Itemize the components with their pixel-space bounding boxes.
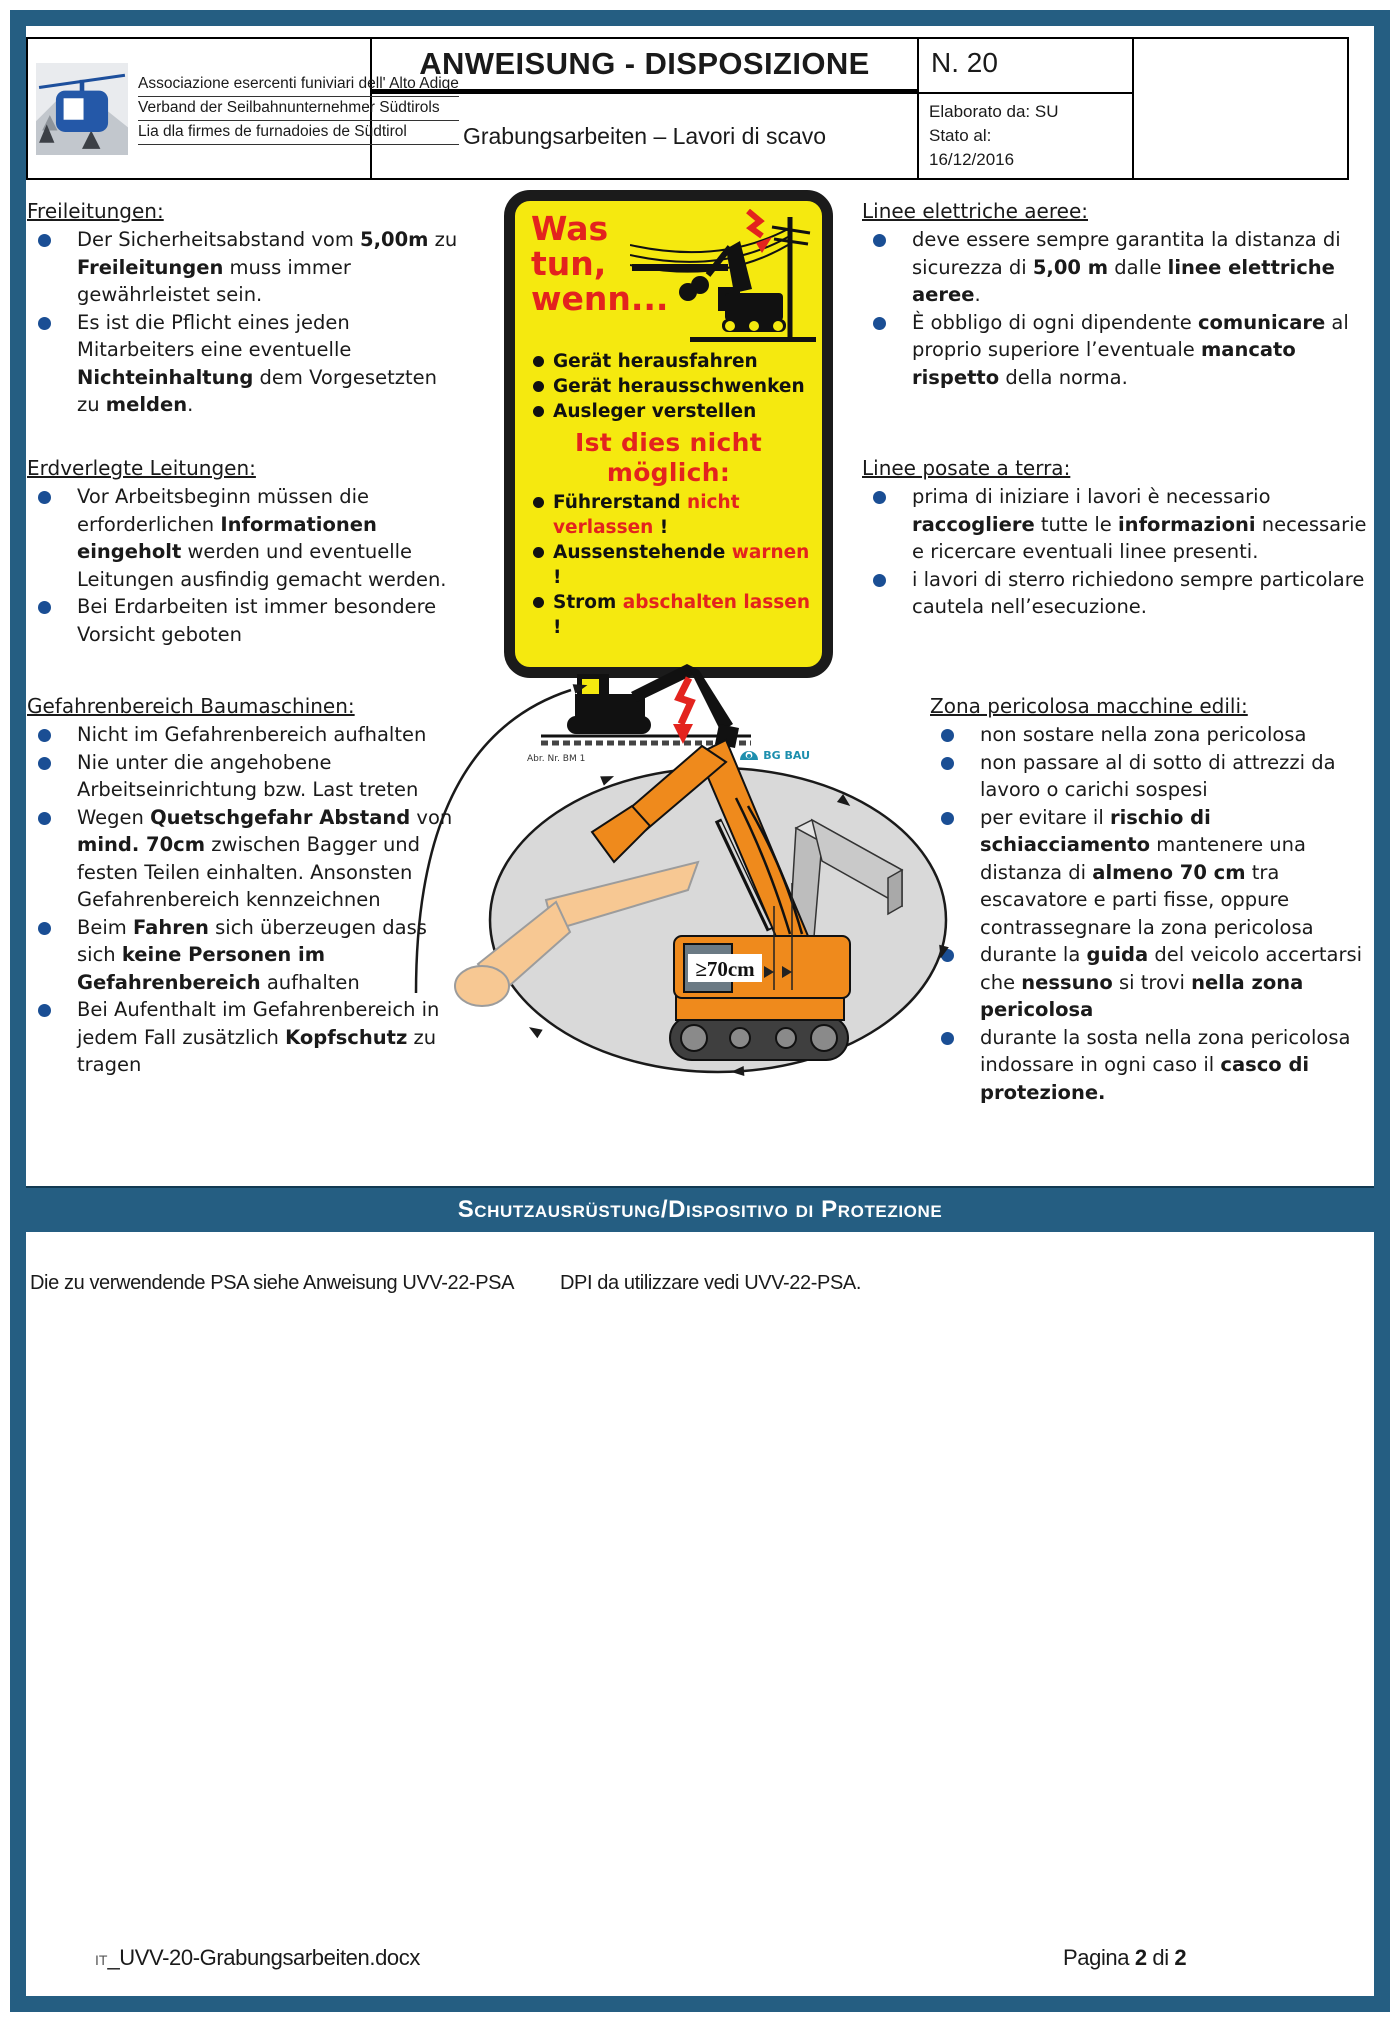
sign-bullet-item: Strom abschalten lassen ! [527,590,810,640]
content-section [27,454,464,648]
bullet-text: Vor Arbeitsbeginn müssen die erforderlichen Informationen eingeholt werden und eventuelle Leitungen ausfindig gemacht werden. [77,485,447,591]
sign-title-line: wenn... [531,279,669,318]
bullet-text: Beim Fahren sich überzeugen dass sich keine Personen im Gefahrenbereich aufhalten [77,915,427,994]
page-footer [0,1945,1400,1975]
bullet-dot [38,812,51,825]
sign-bullet-item: Führerstand nicht verlassen ! [527,490,810,540]
bullet-dot [38,1004,51,1017]
sign-title-line: Was [531,209,609,248]
bullet-item [930,721,1372,749]
bullet-item [27,226,464,309]
bullet-item [930,1024,1372,1107]
distance-label: ≥70cm [695,957,755,981]
bullet-dot [38,922,51,935]
sign-bullet-item: Ausleger verstellen [527,399,810,424]
bullet-text: i lavori di sterro richiedono sempre particolare cautela nell’esecuzione. [912,567,1365,618]
section-heading: Linee posate a terra: [862,456,1071,480]
logo-line: Lia dla firmes de furnadoies de Südtirol [138,121,459,145]
bullet-dot [873,574,886,587]
sign-warning-text: Ist dies nicht möglich: [575,428,762,487]
sign-bullet-item: Gerät herausschwenken [527,374,810,399]
content-section [930,692,1372,1106]
bullet-dot [873,317,886,330]
bullet-text: Wegen Quetschgefahr Abstand von mind. 70cm zwischen Bagger und festen Teilen einhalten. Ansonsten Gefahrenbereich kennzeichnen [77,805,453,911]
bullet-dot [533,356,544,367]
powerline-excavator-icon [630,209,816,349]
bullet-text: durante la sosta nella zona pericolosa indossare in ogni caso il casco di protezione. [980,1025,1351,1104]
bullet-dot [533,547,544,558]
section-heading: Gefahrenbereich Baumaschinen: [27,694,355,718]
sign-title-line: tun, [531,244,607,283]
footer-page-number: Pagina 2 di 2 [1063,1945,1187,1970]
bullet-dot [38,601,51,614]
info-line: Elaborato da: SU [929,102,1059,121]
header-table [26,37,1349,180]
sign-bullet-item: Gerät herausfahren [527,349,810,374]
section-heading: Zona pericolosa macchine edili: [930,694,1248,718]
cablecar-logo-icon [36,63,128,155]
bullet-item [862,226,1374,309]
logo-line: Verband der Seilbahnunternehmer Südtirols [138,97,459,121]
bullet-dot [38,317,51,330]
bullet-item [27,593,464,648]
content-section [27,197,464,419]
bullet-text: Nie unter die angehobene Arbeitseinrichtung bzw. Last treten [77,750,419,801]
document-info [917,94,1132,178]
info-line: 16/12/2016 [929,150,1015,169]
document-number: N. 20 [917,39,1132,94]
sign-bullets-bottom [527,490,810,640]
header-empty-cell [1132,39,1347,178]
bullet-text: deve essere sempre garantita la distanza di sicurezza di 5,00 m dalle linee elettriche aeree. [912,228,1341,306]
bullet-dot [873,491,886,504]
bullet-dot [533,406,544,417]
logo-cell [28,39,459,178]
content-section [862,197,1374,391]
bullet-dot [38,729,51,742]
bullet-dot [873,234,886,247]
warning-sign [504,190,833,764]
bullet-item [930,804,1372,942]
bullet-item [862,483,1374,566]
bullet-dot [38,757,51,770]
bullet-item [27,483,464,593]
sign-bullets-top [527,349,810,424]
bullet-text: prima di iniziare i lavori è necessario raccogliere tutte le informazioni necessarie e ricercare eventuali linee presenti. [912,485,1367,563]
bullet-text: È obbligo di ogni dipendente comunicare al proprio superiore l’eventuale mancato rispetto della norma. [912,310,1349,389]
bullet-item [930,749,1372,804]
sign-top [527,209,810,349]
document-title: ANWEISUNG - DISPOSIZIONE [372,39,917,94]
document-subtitle: Grabungsarbeiten – Lavori di scavo [462,122,827,149]
bullet-item [930,941,1372,1024]
section-heading: Freileitungen: [27,199,164,223]
sign-note: Abr. Nr. BM 1 [527,754,586,764]
content-section [862,454,1374,621]
bullet-text: per evitare il rischio di schiacciamento mantenere una distanza di almeno 70 cm tra escavatore e parti fisse, oppure contrassegnare la zona pericolosa [980,805,1314,939]
bullet-text: Bei Erdarbeiten ist immer besondere Vorsicht geboten [77,595,437,646]
section-heading: Linee elettriche aeree: [862,199,1088,223]
logo-line: Associazione esercenti funiviari dell' Alto Adige [138,73,459,97]
footer-filename: IT_UVV-20-Grabungsarbeiten.docx [95,1945,420,1970]
bullet-dot [533,597,544,608]
info-line: Stato al: [929,126,992,145]
bullet-item [862,566,1374,621]
psa-text-german: Die zu verwendende PSA siehe Anweisung UVV-22-PSA [30,1272,515,1294]
bullet-item [27,309,464,419]
bullet-text: durante la guida del veicolo accertarsi che nessuno si trovi nella zona pericolosa [980,943,1363,1021]
bullet-dot [38,491,51,504]
bullet-text: Nicht im Gefahrenbereich aufhalten [77,723,427,746]
bullet-text: Bei Aufenthalt im Gefahrenbereich in jedem Fall zusätzlich Kopfschutz zu tragen [77,998,440,1076]
sign-bullet-item: Aussenstehende warnen ! [527,540,810,590]
bullet-dot [533,381,544,392]
bgbau-label: BG BAU [763,748,810,762]
section-heading: Erdverlegte Leitungen: [27,456,256,480]
bullet-dot [533,497,544,508]
section-banner: Schutzausrüstung/Dispositivo di Protezione [26,1186,1374,1232]
bullet-dot [38,234,51,247]
danger-zone-diagram [388,678,953,1083]
bullet-text: non sostare nella zona pericolosa [980,723,1307,746]
psa-line [0,1272,1400,1302]
bullet-text: non passare al di sotto di attrezzi da lavoro o carichi sospesi [980,750,1336,801]
bullet-text: Der Sicherheitsabstand vom 5,00m zu Freileitungen muss immer gewährleistet sein. [77,228,458,306]
bullet-item [862,309,1374,392]
psa-text-italian: DPI da utilizzare vedi UVV-22-PSA. [560,1272,861,1294]
bullet-text: Es ist die Pflicht eines jeden Mitarbeiters eine eventuelle Nichteinhaltung dem Vorgesetzten zu melden. [77,310,437,416]
